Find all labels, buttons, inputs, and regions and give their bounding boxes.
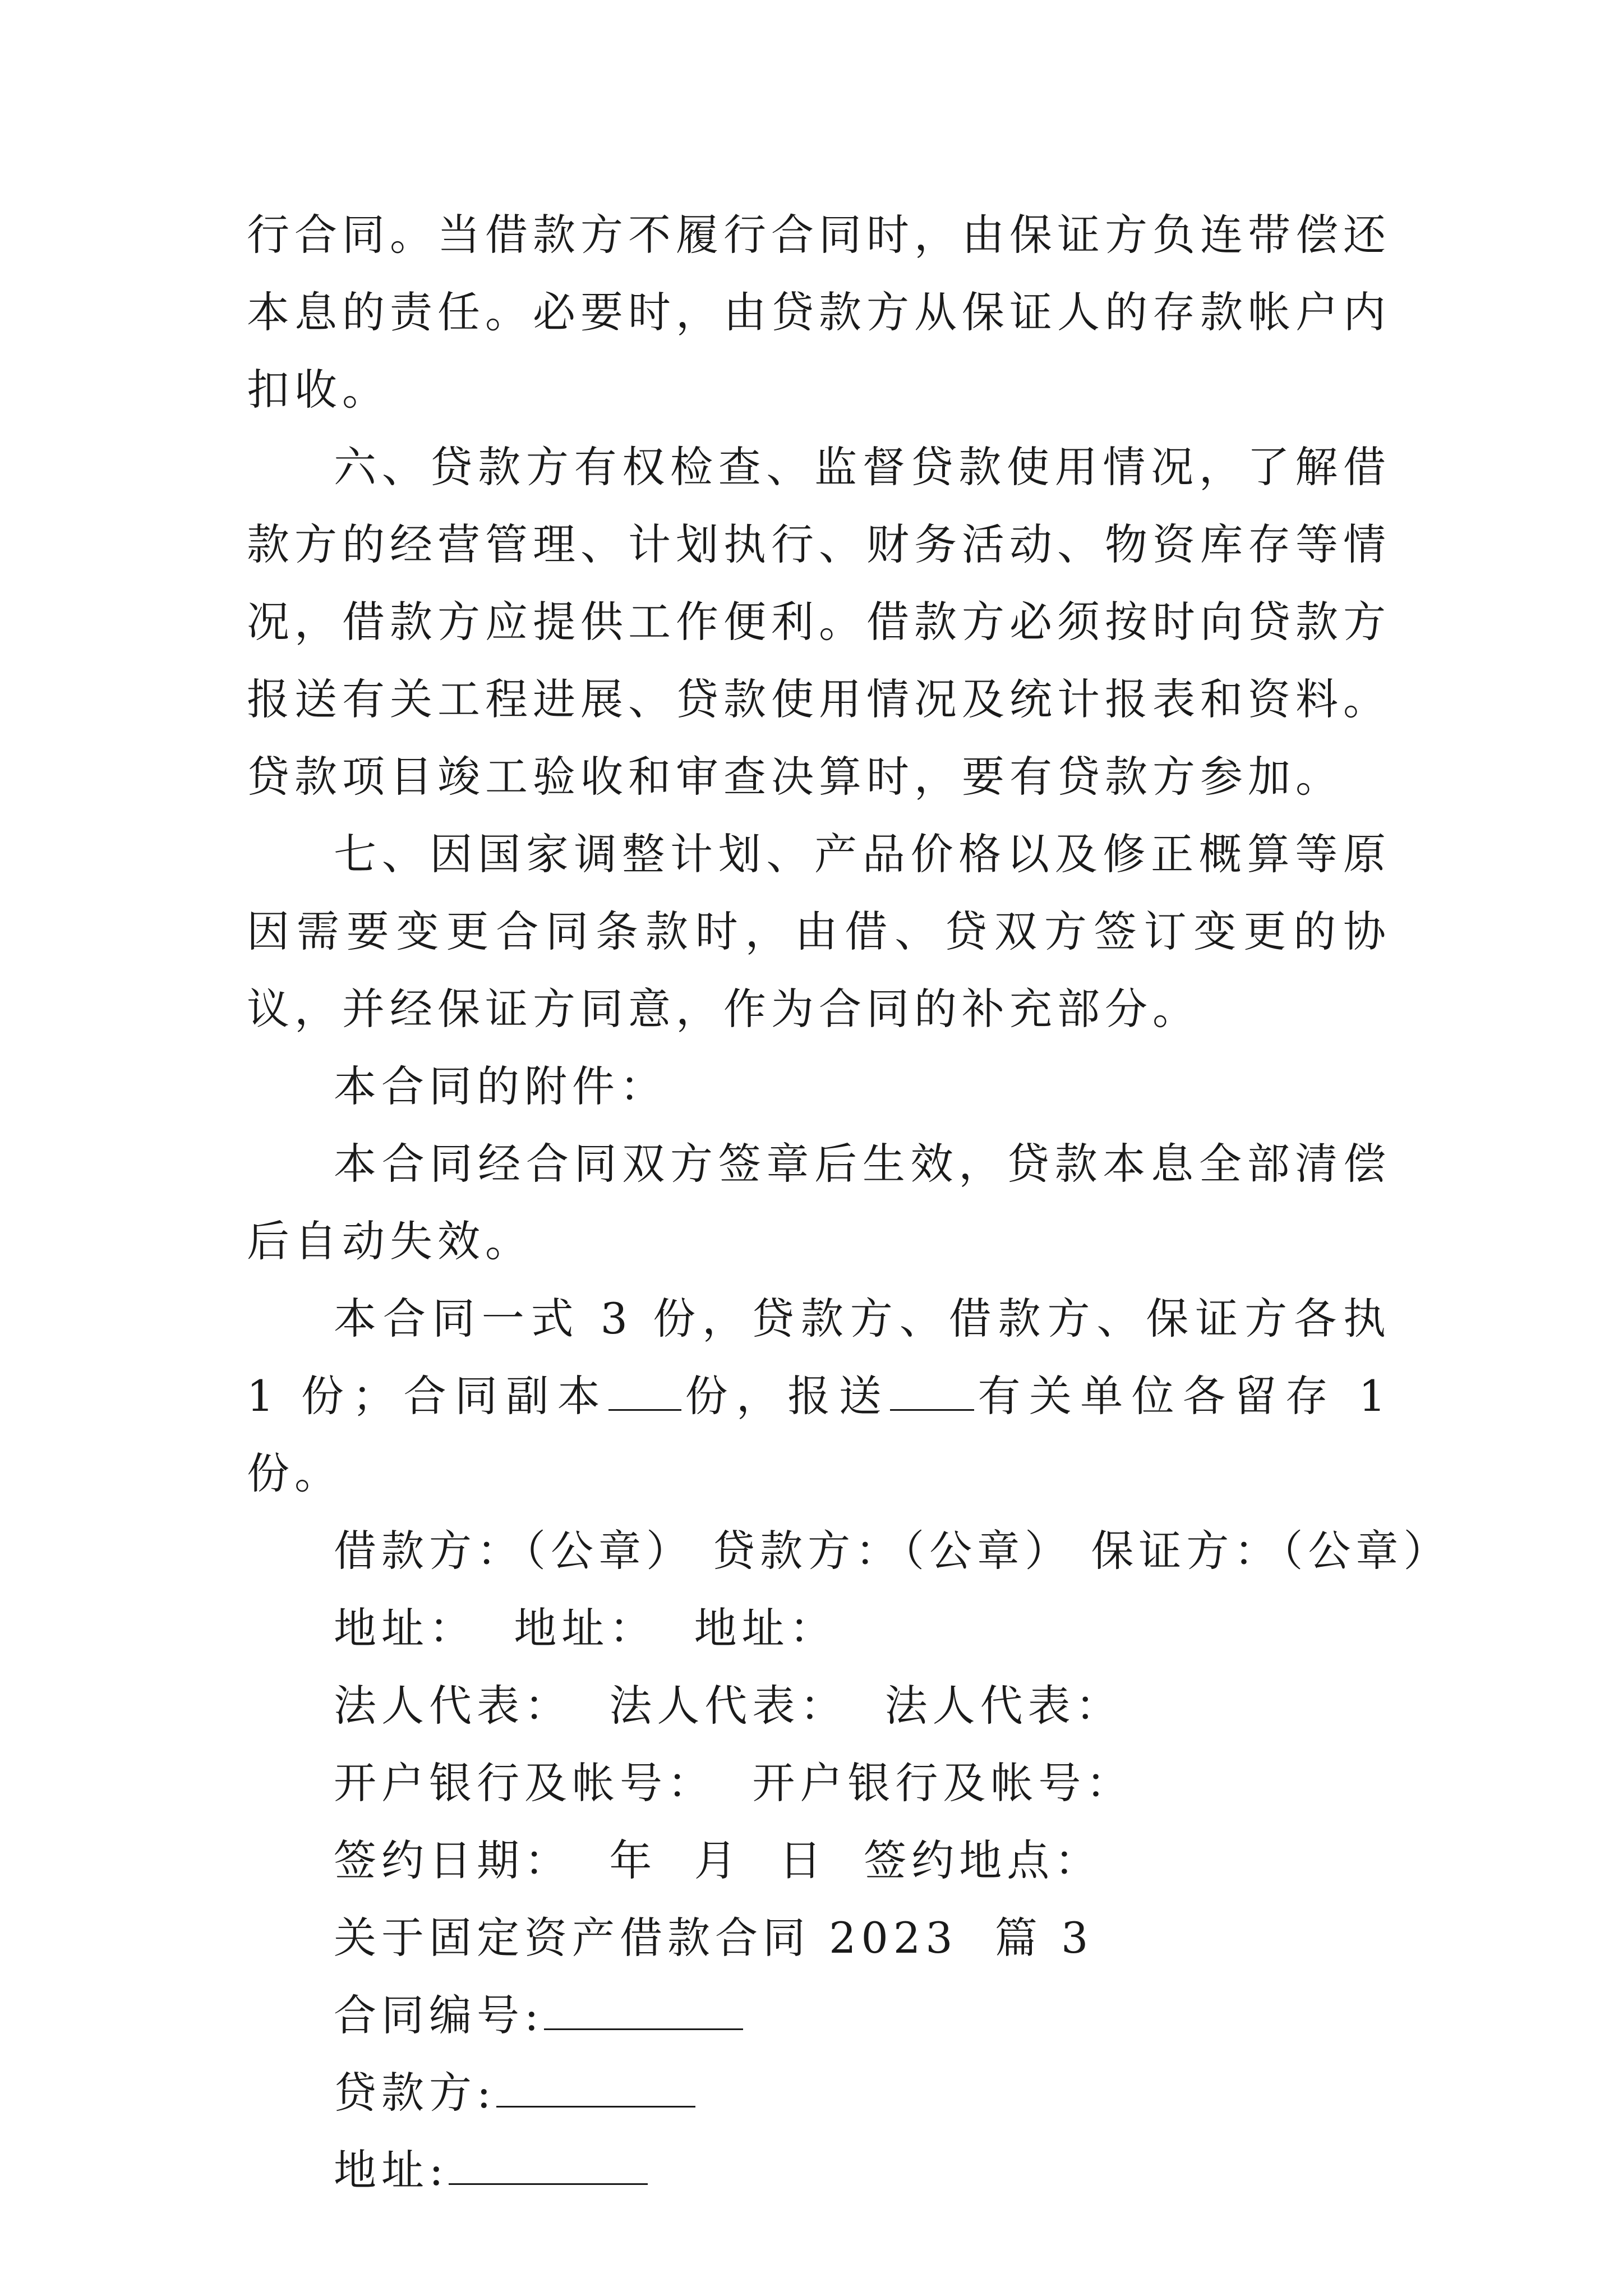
address-label: 地址: (334, 2145, 449, 2195)
copies-blank-count (608, 1371, 681, 1411)
paragraph-clause-6: 六、贷款方有权检查、监督贷款使用情况，了解借款方的经营管理、计划执行、财务活动、物资库存等情况，借款方应提供工作便利。借款方必须按时向贷款方报送有关工程进展、贷款使用情况及统计报表和资料。贷款项目竣工验收和审查决算时，要有贷款方参加。 (247, 442, 1391, 802)
lender-field (247, 2054, 1391, 2132)
signature-date-place: 签约日期： 年 月 日 签约地点： (334, 1835, 1103, 1885)
contract-number-blank (544, 1990, 743, 2030)
contract-number-label: 合同编号: (334, 1990, 544, 2040)
paragraph-clause-7: 七、因国家调整计划、产品价格以及修正概算等原因需要变更合同条款时，由借、贷双方签订变更的协议，并经保证方同意，作为合同的补充部分。 (247, 829, 1391, 1034)
paragraph-guarantee-liability: 行合同。当借款方不履行合同时，由保证方负连带偿还本息的责任。必要时，由贷款方从保证人的存款帐户内扣收。 (247, 210, 1391, 415)
address-blank (449, 2145, 648, 2185)
signature-legal-rep: 法人代表： 法人代表： 法人代表： (334, 1681, 1123, 1731)
document-page (247, 196, 1451, 2209)
contract-number-field (247, 1977, 1391, 2054)
signature-bank: 开户银行及帐号： 开户银行及帐号： (334, 1758, 1134, 1808)
copies-text-c: 有关单位各留存 1 份。 (247, 1371, 1391, 1498)
paragraph-effective: 本合同经合同双方签章后生效，贷款本息全部清偿后自动失效。 (247, 1139, 1391, 1266)
signature-address: 地址： 地址： 地址： (334, 1603, 837, 1653)
copies-text-b: 份，报送 (681, 1371, 891, 1421)
copies-text-a: 本合同一式 3 份，贷款方、借款方、保证方各执 1 份；合同副本 (247, 1294, 1391, 1421)
section-title: 关于固定资产借款合同 2023 篇 3 (334, 1913, 1094, 1963)
lender-label: 贷款方: (334, 2068, 496, 2118)
signature-parties: 借款方：（公章） 贷款方：（公章） 保证方：（公章） (334, 1526, 1451, 1576)
paragraph-copies (247, 1280, 1391, 1512)
copies-blank-recipient (890, 1371, 974, 1411)
paragraph-attachments: 本合同的附件： (334, 1061, 667, 1111)
lender-blank (496, 2068, 695, 2108)
address-field (247, 2132, 1391, 2209)
